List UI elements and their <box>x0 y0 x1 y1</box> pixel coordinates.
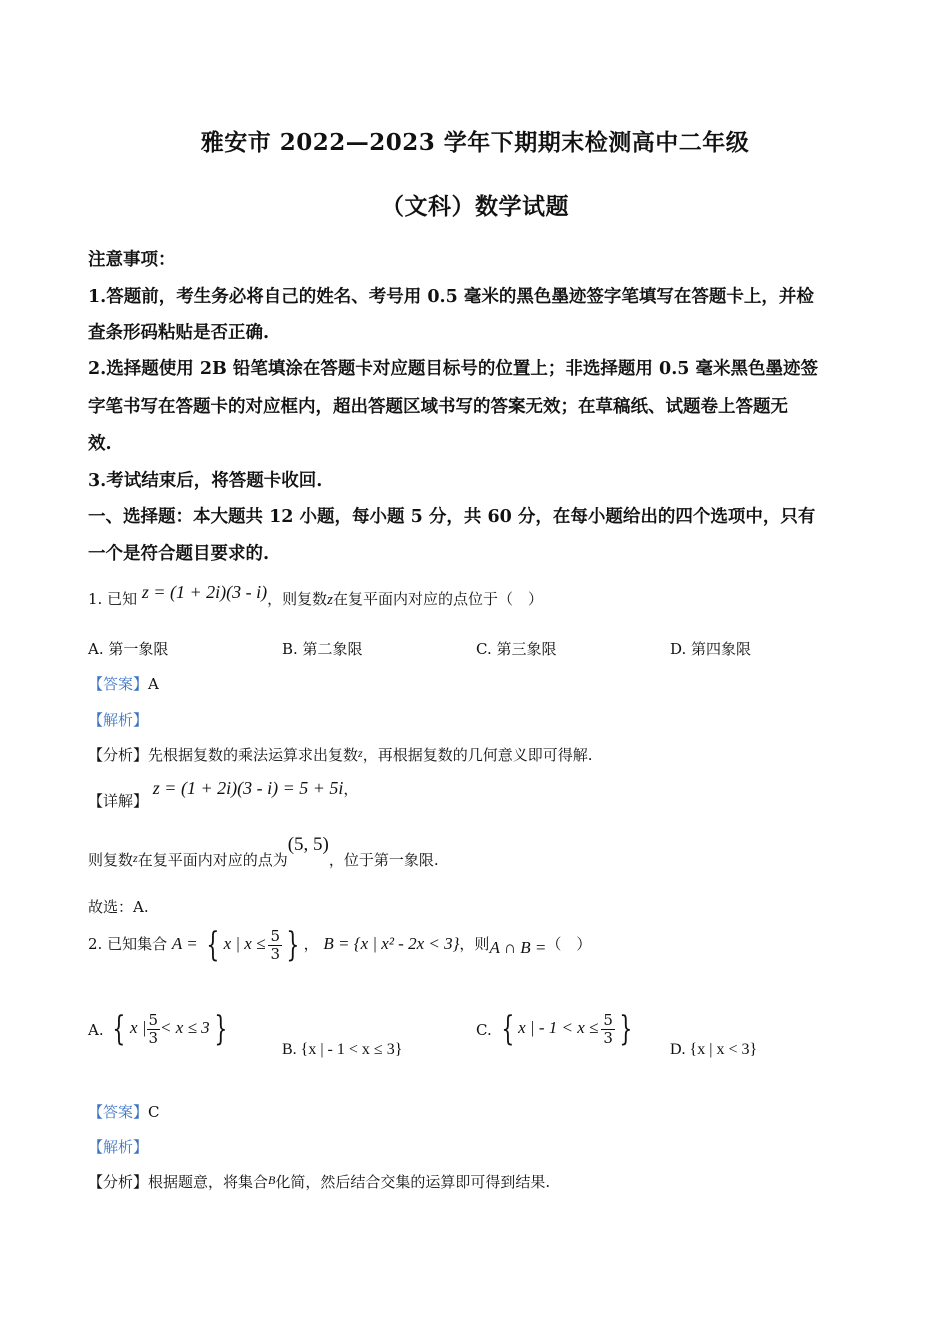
q1-detail-tag: 【详解】 <box>88 792 149 810</box>
notice-item-2c: 效. <box>88 434 112 454</box>
q1-option-b: B. 第二象限 <box>282 640 363 658</box>
q2-option-b <box>282 1040 402 1059</box>
q2-answer <box>88 1101 160 1122</box>
q2-left-brace-icon: { <box>206 925 220 965</box>
q2-answer-tag: 【答案】 <box>88 1103 149 1121</box>
q1-option-d: D. 第四象限 <box>670 640 752 658</box>
q2-fenxi-tag: 【分析】 <box>88 1173 149 1191</box>
q2-optA-frac-num: 5 <box>148 1010 159 1029</box>
section-heading-b: 一个是符合题目要求的. <box>88 544 270 564</box>
q1-middle: ，则复数 <box>267 590 328 608</box>
q2-seta-left: A = <box>171 934 202 953</box>
q1-answer <box>88 673 159 694</box>
q2-optA-left-brace-icon: { <box>112 1009 126 1049</box>
q1-option-a: A. 第一象限 <box>88 640 169 658</box>
q1-answer-value: A <box>148 675 159 693</box>
notice-item-1a: 1.答题前，考生务必将自己的姓名、考号用 0.5 毫米的黑色墨迹签字笔填写在答题卡上，并检 <box>88 287 814 307</box>
q2-optC-fraction <box>601 1010 615 1047</box>
q2-sep: ， <box>303 935 319 953</box>
q2-optA-frac-den: 3 <box>148 1028 159 1047</box>
q1-point <box>88 834 439 869</box>
q1-fenxi-b: ，再根据复数的几何意义即可得解. <box>362 746 593 764</box>
q1-option-c: C. 第三象限 <box>476 640 557 658</box>
notice-item-1b: 查条形码粘贴是否正确. <box>88 323 270 343</box>
q2-frac-num: 5 <box>270 926 280 945</box>
q2-fenxi-var: B <box>268 1173 276 1187</box>
q2-option-c <box>476 1009 637 1049</box>
q1-analysis-tag: 【解析】 <box>88 711 149 729</box>
q1-point-formula: (5, 5) <box>287 834 329 855</box>
q2-optC-right-brace-icon: } <box>619 1009 633 1049</box>
q1-suffix: 在复平面内对应的点位于（ ） <box>333 590 544 608</box>
q2-option-b-text: B. {x | - 1 < x ≤ 3} <box>282 1041 403 1058</box>
q1-point-var: z <box>133 851 138 865</box>
q1-detail-formula: z = (1 + 2i)(3 - i) = 5 + 5i <box>152 778 344 798</box>
q1-detail-comma: ， <box>343 780 359 798</box>
q2-fenxi <box>88 1171 550 1192</box>
notice-heading: 注意事项： <box>88 250 176 270</box>
q2-prefix: 2. 已知集合 <box>88 935 168 953</box>
q2-right-brace-icon: } <box>286 925 300 965</box>
q2-seta-inner: x | x ≤ <box>223 934 266 953</box>
q2-answer-value: C <box>148 1103 160 1121</box>
q1-fenxi-a: 先根据复数的乘法运算求出复数 <box>148 746 359 764</box>
q1-prefix: 1. 已知 <box>88 590 138 608</box>
q2-then: ，则 <box>459 935 490 953</box>
q2-fenxi-b: 化简，然后结合交集的运算即可得到结果. <box>275 1173 551 1191</box>
q2-option-d-text: D. {x | x < 3} <box>670 1041 758 1058</box>
q2-optC-inner: x | - 1 < x ≤ <box>518 1018 599 1037</box>
q1-point-b: 在复平面内对应的点为 <box>137 851 288 869</box>
q1-formula: z = (1 + 2i)(3 - i) <box>141 582 268 602</box>
q1-point-c: ，位于第一象限. <box>328 851 439 869</box>
q2-optC-frac-num: 5 <box>603 1010 613 1029</box>
q2-fenxi-a: 根据题意，将集合 <box>148 1173 269 1191</box>
q2-optA-tail: < x ≤ 3 <box>160 1018 210 1037</box>
notice-item-3: 3.考试结束后，将答题卡收回. <box>88 471 323 491</box>
q1-detail <box>88 778 359 810</box>
q2-setb: B = {x | x² - 2x < 3} <box>323 934 460 953</box>
q1-fenxi-var: z <box>358 746 363 760</box>
q2-option-c-label: C. <box>476 1021 492 1039</box>
q1-answer-tag: 【答案】 <box>88 675 149 693</box>
notice-item-2a: 2.选择题使用 2B 铅笔填涂在答题卡对应题目标号的位置上；非选择题用 0.5 毫米黑色墨迹签 <box>88 359 819 379</box>
q2-frac-den: 3 <box>270 944 280 963</box>
q2-option-a <box>88 1009 231 1049</box>
q2-analysis-tag: 【解析】 <box>88 1138 149 1156</box>
q1-choose: 故选：A. <box>88 898 149 916</box>
title-line-1: 雅安市 2022—2023 学年下期期末检测高中二年级 <box>200 129 750 156</box>
q2-seta-fraction <box>268 926 282 963</box>
q1-point-a: 则复数 <box>88 851 134 869</box>
q2-stem <box>88 925 592 965</box>
q2-optA-inner: x | <box>130 1018 147 1037</box>
q1-fenxi <box>88 744 592 765</box>
q2-option-a-label: A. <box>88 1021 104 1039</box>
q2-option-d <box>670 1040 757 1059</box>
q2-expr: A ∩ B = <box>489 938 547 957</box>
q2-optA-fraction <box>147 1010 161 1047</box>
section-heading-a: 一、选择题：本大题共 12 小题，每小题 5 分，共 60 分，在每小题给出的四个选项中，只有 <box>88 507 816 527</box>
q1-var: z <box>327 592 334 608</box>
q2-optC-left-brace-icon: { <box>500 1009 514 1049</box>
q1-stem <box>88 582 544 609</box>
q2-optA-right-brace-icon: } <box>213 1009 227 1049</box>
title-line-2: （文科）数学试题 <box>381 193 569 220</box>
q2-optC-frac-den: 3 <box>603 1028 613 1047</box>
q1-fenxi-tag: 【分析】 <box>88 746 149 764</box>
notice-item-2b: 字笔书写在答题卡的对应框内，超出答题区域书写的答案无效；在草稿纸、试题卷上答题无 <box>88 397 788 417</box>
q2-paren: （ ） <box>546 935 592 953</box>
